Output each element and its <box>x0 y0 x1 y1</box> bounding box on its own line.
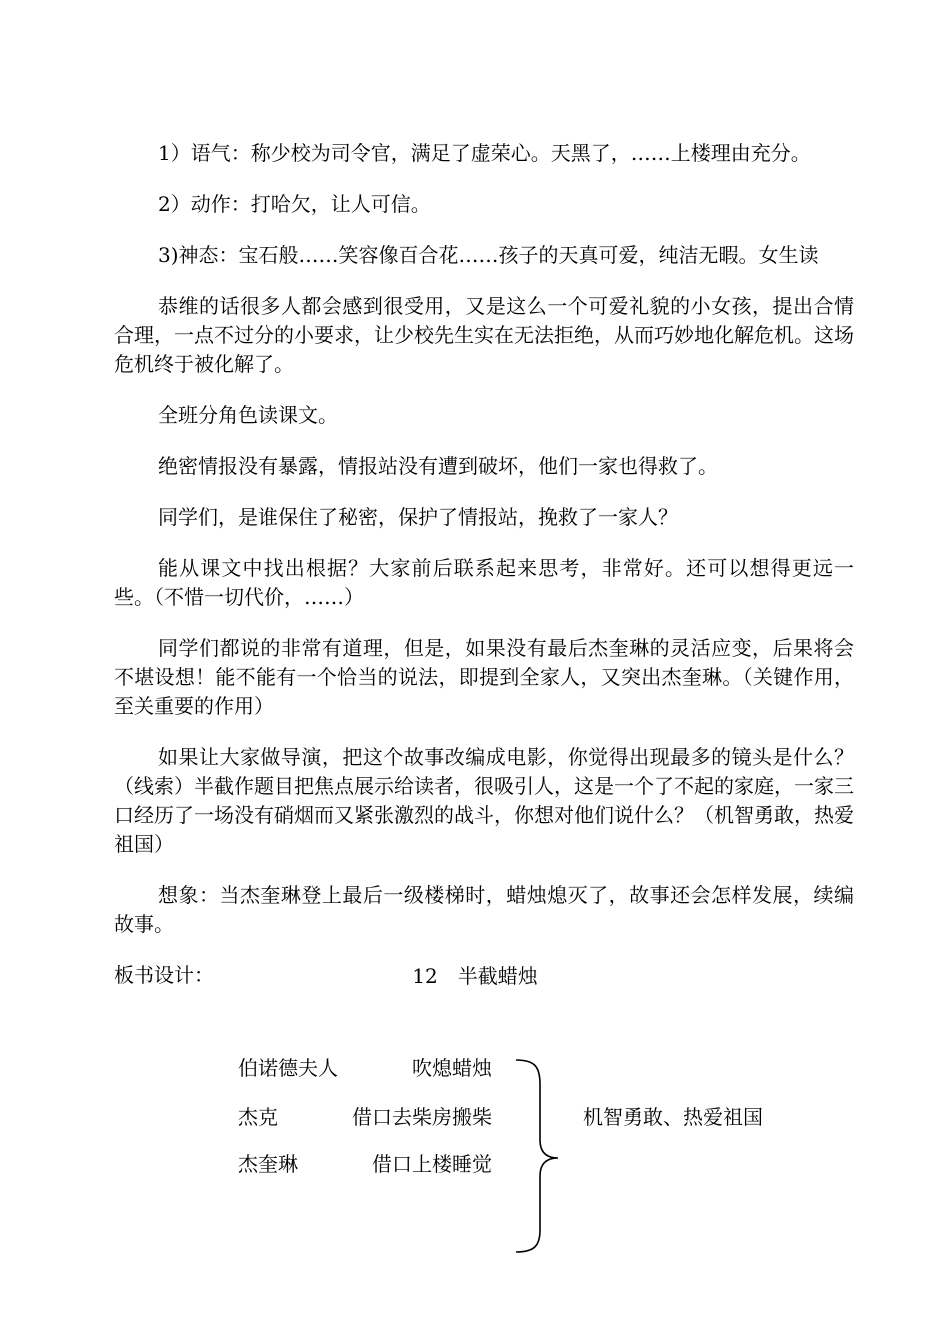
paragraph-tone: 1）语气：称少校为司令官，满足了虚荣心。天黑了，……上楼理由充分。 <box>158 141 811 165</box>
paragraph-imagine: 想象：当杰奎琳登上最后一级楼梯时，蜡烛熄灭了，故事还会怎样发展，续编故事。 <box>114 883 854 936</box>
board-summary: 机智勇敢、热爱祖国 <box>583 1105 763 1129</box>
paragraph-compliment: 恭维的话很多人都会感到很受用，又是这么一个可爱礼貌的小女孩，提出合情合理，一点不过分的小要求，让少校先生实在无法拒绝，从而巧妙地化解危机。这场危机终于被化解了。 <box>114 294 854 376</box>
document-body <box>114 139 854 1012</box>
right-brace-icon <box>510 1058 570 1254</box>
paragraph-key-role: 同学们都说的非常有道理，但是，如果没有最后杰奎琳的灵活应变，后果将会不堪设想！能不能有一个恰当的说法，即提到全家人，又突出杰奎琳。（关键作用，至关重要的作用） <box>114 636 854 718</box>
paragraph-secret-safe: 绝密情报没有暴露，情报站没有遭到破坏，他们一家也得救了。 <box>158 454 718 478</box>
board-title: 12 半截蜡烛 <box>412 964 538 988</box>
board-row-name: 杰克 <box>238 1105 278 1129</box>
board-row-action: 借口上楼睡觉 <box>372 1152 492 1176</box>
paragraph-evidence: 能从课文中找出根据？大家前后联系起来思考，非常好。还可以想得更远一些。（不惜一切代价，……） <box>114 556 854 609</box>
paragraph-action: 2）动作：打哈欠，让人可信。 <box>158 192 431 216</box>
board-row-name: 伯诺德夫人 <box>238 1056 338 1080</box>
board-row-name: 杰奎琳 <box>238 1152 298 1176</box>
board-row-action: 吹熄蜡烛 <box>412 1056 492 1080</box>
paragraph-role-reading: 全班分角色读课文。 <box>158 403 338 427</box>
board-design-label: 板书设计： <box>114 963 214 987</box>
paragraph-expression: 3)神态：宝石般……笑容像百合花……孩子的天真可爱，纯洁无暇。女生读 <box>158 243 819 267</box>
paragraph-director: 如果让大家做导演，把这个故事改编成电影，你觉得出现最多的镜头是什么？（线索）半截作题目把焦点展示给读者，很吸引人，这是一个了不起的家庭，一家三口经历了一场没有硝烟而又紧张激烈的战斗，你想对他们说什么？（机智勇敢，热爱祖国） <box>114 745 854 856</box>
board-row-action: 借口去柴房搬柴 <box>352 1105 492 1129</box>
paragraph-question: 同学们，是谁保住了秘密，保护了情报站，挽救了一家人？ <box>158 505 678 529</box>
